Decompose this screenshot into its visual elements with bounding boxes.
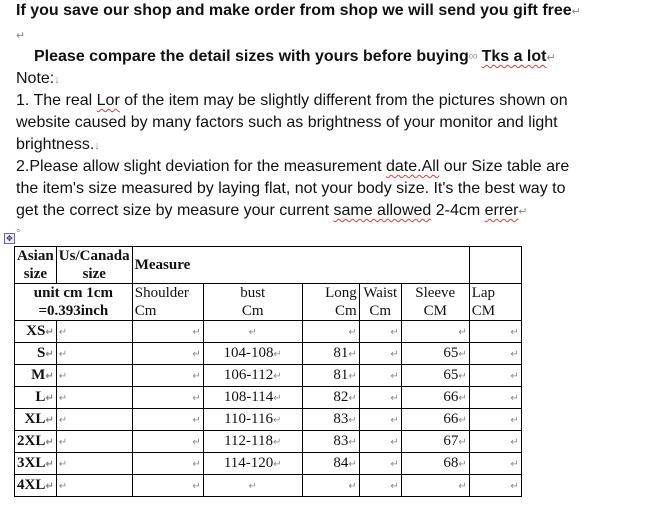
cell-end-mark: ↵	[458, 370, 467, 382]
table-header-row	[15, 247, 522, 284]
cell-end-mark: ↵	[273, 370, 282, 382]
asian-size-cell	[15, 387, 57, 409]
note-text: get the correct size by measure your current	[16, 202, 334, 219]
table-move-handle-icon[interactable]: ✥	[4, 233, 15, 244]
paragraph-mark: ↵	[518, 206, 528, 218]
lap-cell	[469, 387, 521, 409]
us-size-cell	[56, 321, 132, 343]
cell-end-mark: ↵	[390, 458, 399, 470]
cell-end-mark: ↵	[45, 458, 54, 470]
sleeve-cell	[401, 409, 469, 431]
unit-cell	[15, 284, 133, 321]
note-label: Note:	[16, 70, 55, 87]
long-cell	[302, 387, 359, 409]
column-unit: Cm	[369, 303, 392, 319]
cell-end-mark: ↵	[272, 414, 282, 426]
bust-cell	[203, 409, 302, 431]
thanks-text: Tks a lot	[481, 48, 547, 65]
cell-value: 67	[443, 432, 459, 449]
cell-end-mark: ↵	[348, 458, 357, 470]
sleeve-cell	[401, 365, 469, 387]
cell-value: L	[35, 388, 46, 405]
long-cell	[302, 475, 359, 497]
cell-value: 3XL	[17, 454, 46, 471]
shoulder-cell	[132, 365, 203, 387]
cell-end-mark: ↵	[192, 392, 201, 404]
cell-value: 4XL	[17, 476, 46, 493]
cell-end-mark: ↵	[458, 480, 467, 492]
cell-end-mark: ↵	[510, 326, 519, 338]
cell-end-mark: ↵	[58, 392, 68, 404]
waist-cell	[359, 453, 401, 475]
waist-cell	[359, 321, 401, 343]
waist-cell	[359, 387, 401, 409]
empty-paragraph	[16, 24, 25, 47]
lap-cell	[469, 365, 521, 387]
degree-mark: °	[16, 228, 21, 240]
column-header	[469, 284, 521, 321]
bust-cell	[203, 343, 302, 365]
cell-end-mark: ↵	[458, 326, 467, 338]
empty-paragraph	[16, 222, 20, 245]
gift-offer-line	[16, 0, 581, 23]
cell-end-mark: ↵	[510, 370, 519, 382]
cell-end-mark: ↵	[273, 458, 282, 470]
long-cell	[302, 431, 359, 453]
table-unit-row	[15, 284, 522, 321]
cell-end-mark: ↵	[58, 458, 68, 470]
cell-end-mark: ↵	[390, 392, 399, 404]
cell-value: 112-118	[224, 432, 273, 449]
line-break-mark: ↓	[54, 74, 60, 86]
cell-end-mark: ↵	[58, 480, 68, 492]
us-size-cell	[56, 409, 132, 431]
spellcheck-word: date.All	[385, 158, 440, 175]
column-name: Long	[325, 285, 357, 301]
us-size-cell	[56, 431, 132, 453]
cell-value: 110-116	[224, 410, 273, 427]
note-2-line-3	[16, 200, 528, 223]
column-header	[203, 284, 302, 321]
sleeve-cell	[401, 431, 469, 453]
compare-sizes-line	[34, 46, 556, 69]
cell-value: 65	[443, 366, 459, 383]
cell-end-mark: ↵	[348, 480, 357, 492]
cell-end-mark: ↵	[58, 326, 68, 338]
cell-end-mark: ↵	[192, 414, 201, 426]
shoulder-cell	[132, 387, 203, 409]
column-header	[401, 284, 469, 321]
cell-end-mark: ↵	[58, 370, 68, 382]
cell-end-mark: ↵	[390, 326, 399, 338]
cell-value: 81	[333, 366, 349, 383]
bust-cell	[203, 453, 302, 475]
cell-end-mark: ↵	[390, 436, 399, 448]
cell-end-mark: ↵	[45, 326, 54, 338]
paragraph-mark: ↵	[546, 52, 556, 64]
cell-end-mark: ↵	[58, 436, 68, 448]
cell-value: 68	[443, 454, 459, 471]
note-text: the item's size measured by laying flat, not your body size. It's the best way to	[16, 180, 566, 197]
cell-end-mark: ↵	[45, 414, 54, 426]
sleeve-cell	[401, 475, 469, 497]
column-unit: CM	[471, 303, 496, 319]
size-table	[14, 246, 522, 497]
size-rows	[15, 321, 522, 497]
unit-text: unit cm 1cm	[33, 285, 113, 301]
cell-value: 65	[443, 344, 459, 361]
spellcheck-word: errer	[484, 202, 519, 219]
sleeve-cell	[401, 321, 469, 343]
cell-end-mark: ↵	[348, 436, 357, 448]
asian-size-cell	[15, 431, 57, 453]
measure-header	[132, 247, 469, 284]
table-row	[15, 409, 522, 431]
asian-size-cell	[15, 475, 57, 497]
cell-value: 83	[333, 432, 349, 449]
header-text: Us/Canada size	[58, 248, 130, 282]
note-2-line-2	[16, 178, 565, 200]
waist-cell	[359, 475, 401, 497]
lap-cell	[469, 321, 521, 343]
cell-end-mark: ↵	[348, 326, 357, 338]
cell-end-mark: ↵	[58, 348, 68, 360]
note-text: brightness.	[16, 136, 95, 153]
note-text: 2-4cm	[431, 202, 485, 219]
cell-value: 108-114	[223, 388, 274, 405]
cell-value: 82	[333, 388, 349, 405]
cell-value: 66	[443, 388, 459, 405]
cell-end-mark: ↵	[192, 458, 201, 470]
us-canada-size-header	[56, 247, 132, 284]
cell-end-mark: ↵	[348, 348, 357, 360]
cell-value: XS	[26, 322, 46, 339]
spellcheck-word: same allowed	[333, 202, 432, 219]
cell-end-mark: ↵	[192, 436, 201, 448]
asian-size-cell	[15, 365, 57, 387]
header-text: Asian size	[17, 248, 54, 282]
cell-value: 84	[333, 454, 349, 471]
cell-end-mark: ↵	[273, 392, 282, 404]
bust-cell	[203, 431, 302, 453]
empty-cell	[469, 247, 521, 284]
cell-end-mark: ↵	[348, 370, 357, 382]
table-row	[15, 365, 522, 387]
column-name: bust	[240, 285, 266, 301]
cell-end-mark: ↵	[58, 414, 68, 426]
cell-end-mark: ↵	[458, 458, 467, 470]
note-text: website caused by many factors such as brightness of your monitor and light	[16, 114, 558, 131]
note-text: 2.Please allow slight deviation for the measurement	[16, 158, 386, 175]
long-cell	[302, 365, 359, 387]
column-header	[302, 284, 359, 321]
cell-end-mark: ↵	[390, 414, 399, 426]
cell-end-mark: ↵	[458, 348, 467, 360]
compare-sizes-text: Please compare the detail sizes with yours before buying	[34, 48, 469, 65]
table-row	[15, 475, 522, 497]
lap-cell	[469, 343, 521, 365]
asian-size-cell	[15, 409, 57, 431]
us-size-cell	[56, 475, 132, 497]
column-name: Shoulder	[134, 285, 189, 301]
cell-end-mark: ↵	[510, 348, 519, 360]
us-size-cell	[56, 365, 132, 387]
header-text: Measure	[134, 257, 191, 273]
long-cell	[302, 343, 359, 365]
cell-end-mark: ↵	[45, 348, 54, 360]
shoulder-cell	[132, 409, 203, 431]
shoulder-cell	[132, 321, 203, 343]
waist-cell	[359, 409, 401, 431]
cell-end-mark: ↵	[458, 436, 467, 448]
column-unit: Cm	[241, 303, 264, 319]
cell-end-mark: ↵	[510, 392, 519, 404]
cell-value: M	[31, 366, 46, 383]
sleeve-cell	[401, 453, 469, 475]
cell-end-mark: ↵	[192, 370, 201, 382]
paragraph-mark: ↵	[571, 6, 581, 18]
cell-end-mark: ↵	[510, 458, 519, 470]
cell-value: 2XL	[17, 432, 46, 449]
cell-end-mark: ↵	[458, 414, 467, 426]
cell-value: S	[37, 344, 46, 361]
cell-end-mark: ↵	[348, 392, 357, 404]
asian-size-cell	[15, 321, 57, 343]
bust-cell	[203, 475, 302, 497]
shoulder-cell	[132, 343, 203, 365]
sleeve-cell	[401, 343, 469, 365]
line-break-mark: ↓	[94, 140, 100, 152]
table-row	[15, 321, 522, 343]
cell-end-mark: ↵	[45, 480, 54, 492]
waist-cell	[359, 365, 401, 387]
shoulder-cell	[132, 453, 203, 475]
cell-end-mark: ↵	[390, 480, 399, 492]
long-cell	[302, 409, 359, 431]
cell-end-mark: ↵	[510, 414, 519, 426]
cell-end-mark: ↵	[510, 480, 519, 492]
table-row	[15, 387, 522, 409]
note-1-line-2	[16, 112, 558, 134]
shoulder-cell	[132, 475, 203, 497]
gift-offer-text: If you save our shop and make order from shop we will send you gift free	[16, 2, 572, 19]
bust-cell	[203, 321, 302, 343]
bust-cell	[203, 387, 302, 409]
cell-end-mark: ↵	[348, 414, 357, 426]
note-1-line-3	[16, 134, 100, 157]
cell-value: 66	[443, 410, 459, 427]
bust-cell	[203, 365, 302, 387]
unit-text: =0.393inch	[38, 303, 109, 319]
spellcheck-word: Lor	[96, 92, 120, 109]
cell-end-mark: ↵	[45, 436, 54, 448]
cell-end-mark: ↵	[192, 326, 201, 338]
lap-cell	[469, 431, 521, 453]
column-name: Waist	[363, 285, 398, 301]
waist-cell	[359, 431, 401, 453]
column-unit: CM	[423, 303, 447, 319]
cell-value: 106-112	[223, 366, 274, 383]
cell-value: 83	[333, 410, 349, 427]
table-row	[15, 453, 522, 475]
table-row	[15, 431, 522, 453]
sleeve-cell	[401, 387, 469, 409]
cell-end-mark: ↵	[45, 392, 54, 404]
us-size-cell	[56, 343, 132, 365]
asian-size-cell	[15, 453, 57, 475]
note-heading	[16, 68, 60, 91]
lap-cell	[469, 475, 521, 497]
cell-end-mark: ↵	[192, 480, 201, 492]
cell-end-mark: ↵	[510, 436, 519, 448]
cell-value: 104-108	[223, 344, 274, 361]
cell-value: XL	[24, 410, 46, 427]
long-cell	[302, 453, 359, 475]
column-unit: Cm	[335, 303, 357, 319]
paragraph-mark: ↵	[16, 30, 26, 42]
cell-value: 114-120	[223, 454, 274, 471]
superscript-mark: ᵒᵒ	[468, 52, 478, 64]
cell-value: 81	[333, 344, 349, 361]
note-text: our Size table are	[439, 158, 570, 175]
note-1-line-1	[16, 90, 568, 112]
waist-cell	[359, 343, 401, 365]
shoulder-cell	[132, 431, 203, 453]
lap-cell	[469, 409, 521, 431]
column-name: Lap	[471, 285, 496, 301]
long-cell	[302, 321, 359, 343]
column-header	[132, 284, 203, 321]
cell-end-mark: ↵	[45, 370, 54, 382]
note-text: 1. The real	[16, 92, 97, 109]
cell-end-mark: ↵	[458, 392, 467, 404]
cell-end-mark: ↵	[390, 370, 399, 382]
cell-end-mark: ↵	[248, 480, 257, 492]
note-2-line-1	[16, 156, 569, 178]
column-header	[359, 284, 401, 321]
cell-end-mark: ↵	[272, 436, 282, 448]
table-row	[15, 343, 522, 365]
note-text: of the item may be slightly different from the pictures shown on	[119, 92, 568, 109]
us-size-cell	[56, 387, 132, 409]
us-size-cell	[56, 453, 132, 475]
cell-end-mark: ↵	[273, 348, 282, 360]
cell-end-mark: ↵	[390, 348, 399, 360]
column-unit: Cm	[134, 303, 157, 319]
cell-end-mark: ↵	[248, 326, 257, 338]
asian-size-cell	[15, 343, 57, 365]
lap-cell	[469, 453, 521, 475]
asian-size-header	[15, 247, 57, 284]
cell-end-mark: ↵	[192, 348, 201, 360]
column-name: Sleeve	[415, 285, 456, 301]
